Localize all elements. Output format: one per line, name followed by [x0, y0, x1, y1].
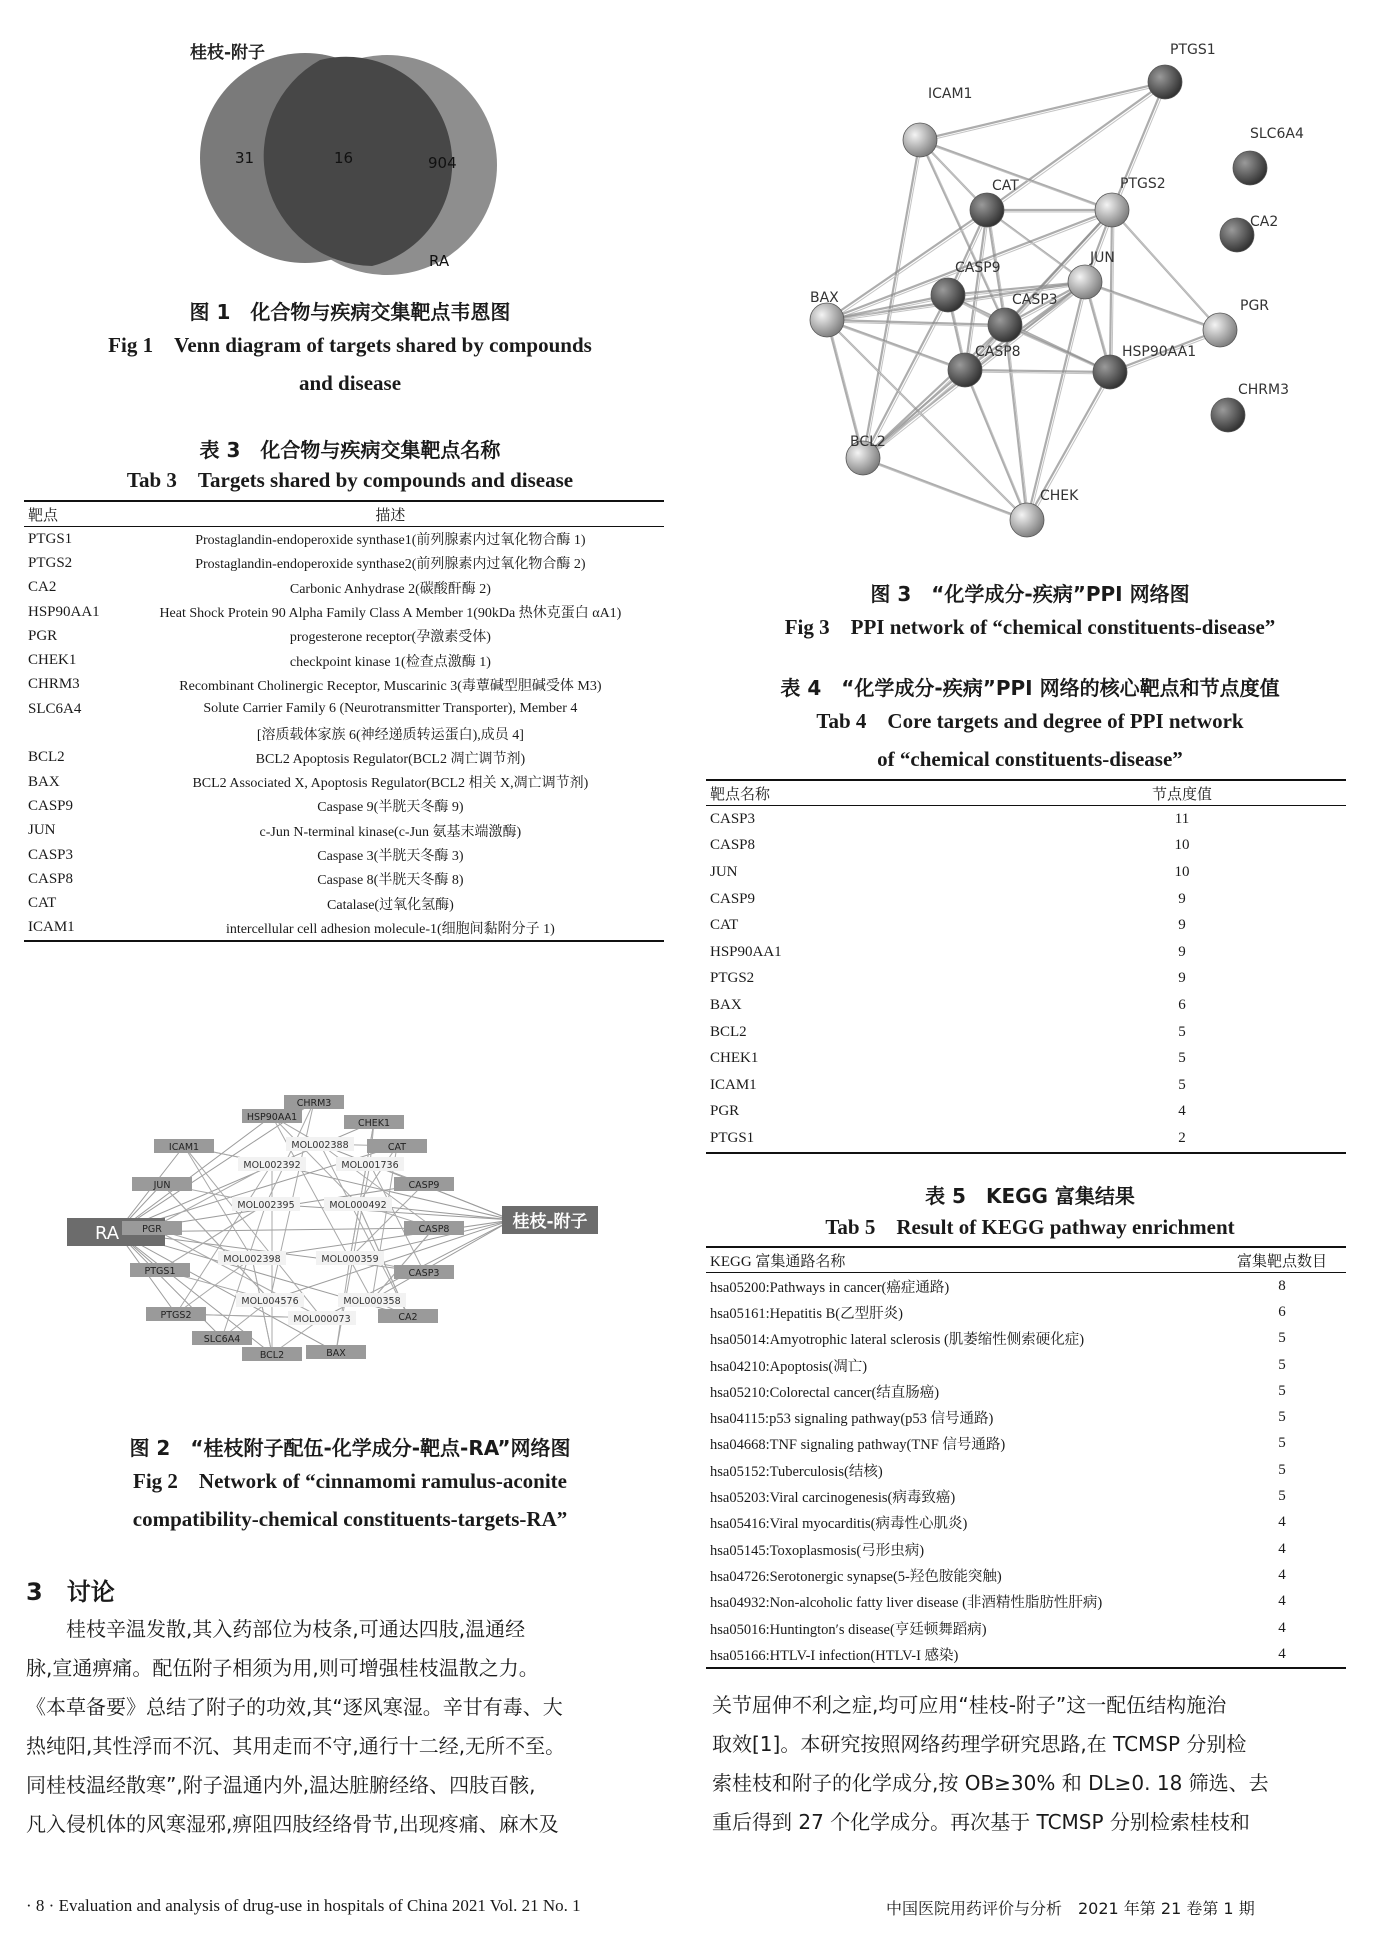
ppi-node-label: PGR [1240, 298, 1270, 314]
compound-node-label: MOL002398 [223, 1254, 281, 1265]
tab4-cell-target: CASP8 [710, 837, 756, 854]
table-row [24, 891, 664, 915]
ppi-node [1095, 193, 1129, 227]
table-row [706, 1125, 1346, 1153]
tab5-title-cn: 表 5 KEGG 富集结果 [925, 1184, 1135, 1208]
ppi-node-label: CASP9 [955, 260, 1001, 276]
ppi-edge [863, 140, 920, 458]
tab5-cell-count: 6 [1278, 1303, 1286, 1320]
tab3-cell-desc: c-Jun N-terminal kinase(c-Jun 氨基末端激酶) [259, 824, 522, 840]
network-edge [222, 1204, 266, 1338]
tab5-header-count: 富集靶点数目 [1236, 1253, 1327, 1270]
paragraph-line: 取效[1]。本研究按照网络药理学研究思路,在 TCMSP 分别检 [712, 1732, 1247, 1756]
paragraph-line: 重后得到 27 个化学成分。再次基于 TCMSP 分别检索桂枝和 [712, 1810, 1250, 1834]
tab5-cell-pathway: hsa05200:Pathways in cancer(癌症通路) [710, 1279, 950, 1296]
network-edge [358, 1146, 397, 1204]
fig3-caption-en: Fig 3 PPI network of “chemical constituents-disease” [784, 615, 1276, 639]
tab5-cell-pathway: hsa05210:Colorectal cancer(结直肠癌) [710, 1384, 940, 1401]
tab5-cell-count: 5 [1278, 1435, 1286, 1452]
ppi-edge [1087, 284, 1222, 332]
table-row [706, 1431, 1346, 1457]
tab3-cell-desc: checkpoint kinase 1(检查点激酶 1) [289, 654, 491, 670]
tab5-cell-pathway: hsa04726:Serotonergic synapse(5-羟色胺能突触) [710, 1568, 1002, 1585]
right-paragraph [712, 1686, 1352, 1842]
tab3-cell-target: BAX [28, 773, 60, 790]
tab3-cell-desc: Caspase 8(半胱天冬酶 8) [317, 873, 464, 889]
tab3-cell-desc: Carbonic Anhydrase 2(碳酸酐酶 2) [289, 581, 491, 597]
tab5-cell-count: 4 [1278, 1619, 1286, 1636]
target-node-label: CASP3 [408, 1268, 440, 1279]
table-row [24, 843, 664, 867]
footer-right: 中国医院用药评价与分析 2021 年第 21 卷第 1 期 [886, 1899, 1255, 1918]
table-row [706, 1589, 1346, 1615]
tab3-cell-target: CASP8 [28, 870, 74, 887]
target-node-label: CASP9 [408, 1180, 440, 1191]
network-edge [152, 1164, 272, 1228]
tab5-cell-count: 4 [1278, 1540, 1286, 1557]
fig2-caption-en-1: Fig 2 Network of “cinnamomi ramulus-aconite [133, 1469, 567, 1493]
footer-left: · 8 · Evaluation and analysis of drug-use in hospitals of China 2021 Vol. 21 No. 1 [26, 1896, 581, 1915]
tab4-cell-target: CAT [710, 917, 739, 934]
ppi-node-label: CHEK [1040, 488, 1079, 504]
tab4-cell-degree: 9 [1178, 943, 1186, 960]
ppi-node [810, 303, 844, 337]
tab4-title-en-1: Tab 4 Core targets and degree of PPI network [816, 709, 1244, 733]
ppi-node-label: ICAM1 [928, 86, 973, 102]
tab5-title-en: Tab 5 Result of KEGG pathway enrichment [825, 1215, 1235, 1239]
tab3-cell-desc: Caspase 3(半胱天冬酶 3) [317, 849, 464, 864]
tab5-cell-pathway: hsa05416:Viral myocarditis(病毒性心肌炎) [710, 1516, 968, 1533]
table-row [24, 867, 664, 891]
tab5-cell-pathway: hsa05166:HTLV-I infection(HTLV-I 感染) [710, 1647, 959, 1664]
paragraph-line: 热纯阳,其性浮而不沉、其用走而不守,通行十二经,无所不至。 [26, 1734, 566, 1758]
tab5-cell-pathway: hsa05016:Huntington′s disease(亨廷顿舞蹈病) [710, 1621, 987, 1638]
table-row [706, 939, 1346, 966]
table-row [24, 697, 664, 721]
table-row [706, 1072, 1346, 1099]
tab5-cell-pathway: hsa05161:Hepatitis B(乙型肝炎) [710, 1305, 903, 1322]
table-row [706, 1273, 1346, 1300]
table-row [706, 1299, 1346, 1325]
table-row [24, 794, 664, 818]
compound-node-label: MOL000492 [329, 1200, 387, 1211]
ppi-node-label: SLC6A4 [1250, 126, 1304, 142]
ppi-node-label: PTGS2 [1120, 176, 1166, 192]
tab4-cell-target: PTGS1 [710, 1129, 755, 1146]
tab3-cell-desc: intercellular cell adhesion molecule-1(细胞间黏附分子 1) [225, 921, 555, 937]
network-diagram [52, 1088, 642, 1418]
ppi-node [1148, 65, 1182, 99]
table-row [706, 1352, 1346, 1378]
tab4-cell-degree: 5 [1178, 1076, 1186, 1093]
target-node-label: SLC6A4 [203, 1334, 241, 1345]
table-row [24, 600, 664, 624]
tab5-cell-pathway: hsa05145:Toxoplasmosis(弓形虫病) [710, 1542, 925, 1559]
ppi-node [970, 193, 1004, 227]
tab4-cell-degree: 11 [1174, 810, 1190, 827]
tab5-header-pathway: KEGG 富集通路名称 [710, 1253, 846, 1270]
table-row [706, 1326, 1346, 1352]
ppi-node-label: HSP90AA1 [1122, 344, 1197, 360]
tab5-cell-count: 4 [1278, 1593, 1286, 1610]
venn-overlap-count: 16 [334, 149, 354, 167]
paragraph-line: 索桂枝和附子的化学成分,按 OB≥30% 和 DL≥0. 18 筛选、去 [712, 1771, 1269, 1795]
tab5-cell-count: 5 [1278, 1382, 1286, 1399]
fig2-caption-en-2: compatibility-chemical constituents-targets-RA” [132, 1507, 568, 1531]
target-node-label: CHRM3 [296, 1098, 332, 1109]
table-row [24, 819, 664, 843]
target-node-label: CASP8 [418, 1224, 450, 1235]
target-node-label: CA2 [398, 1312, 418, 1323]
table-row [706, 1562, 1346, 1588]
venn-set-b-label: RA [429, 252, 450, 270]
tab5-cell-pathway: hsa05152:Tuberculosis(结核) [710, 1463, 883, 1480]
tab4-cell-degree: 2 [1178, 1129, 1186, 1146]
compound-node-label: MOL000073 [293, 1314, 351, 1325]
table-row [706, 859, 1346, 886]
tab5-cell-count: 8 [1278, 1277, 1286, 1294]
table-row [706, 1641, 1346, 1668]
tab5-cell-count: 5 [1278, 1488, 1286, 1505]
ppi-node-label: CA2 [1250, 214, 1279, 230]
tab4-cell-target: CHEK1 [710, 1050, 759, 1067]
tab3-table [24, 500, 664, 942]
tab3-cell-target: HSP90AA1 [28, 603, 100, 620]
table-row [706, 992, 1346, 1019]
ppi-edge [863, 458, 1027, 520]
tab5-cell-pathway: hsa04115:p53 signaling pathway(p53 信号通路) [710, 1411, 994, 1428]
tab3-cell-desc: Catalase(过氧化氢酶) [327, 897, 454, 913]
tab3-title-cn: 表 3 化合物与疾病交集靶点名称 [199, 438, 501, 462]
table-row [706, 912, 1346, 939]
ppi-edge [922, 142, 1114, 212]
ppi-node [988, 308, 1022, 342]
target-node-label: PTGS1 [144, 1266, 176, 1277]
tab4-cell-degree: 6 [1178, 996, 1186, 1013]
tab3-cell-target: PGR [28, 627, 58, 644]
tab5-cell-count: 4 [1278, 1645, 1286, 1662]
tab4-title-cn: 表 4 “化学成分-疾病”PPI 网络的核心靶点和节点度值 [780, 676, 1280, 700]
paragraph-line: 脉,宣通痹痛。配伍附子相须为用,则可增强桂枝温散之力。 [26, 1656, 539, 1680]
venn-only-b: 904 [428, 154, 457, 172]
ppi-node-label: CHRM3 [1238, 382, 1290, 398]
tab3-cell-target: ICAM1 [28, 919, 75, 936]
target-node-label: JUN [153, 1180, 171, 1191]
ppi-edge [1114, 212, 1222, 332]
table-row [706, 833, 1346, 860]
table-row [24, 576, 664, 600]
tab3-header-desc: 描述 [375, 507, 406, 524]
ppi-node [1233, 151, 1267, 185]
tab3-cell-target: SLC6A4 [28, 700, 82, 717]
ppi-node [903, 123, 937, 157]
target-node-label: HSP90AA1 [246, 1112, 298, 1123]
table-row [706, 1615, 1346, 1641]
compound-node-label: MOL000358 [343, 1296, 401, 1307]
tab3-cell-desc: [溶质载体家族 6(神经递质转运蛋白),成员 4] [256, 727, 524, 743]
target-node-label: BCL2 [259, 1350, 285, 1361]
tab4-cell-degree: 10 [1174, 837, 1190, 854]
table-row [706, 966, 1346, 993]
compound-node-label: MOL002388 [291, 1140, 349, 1151]
ppi-edge [829, 322, 967, 372]
ppi-node [931, 278, 965, 312]
tab3-cell-target: CA2 [28, 579, 57, 596]
target-node-label: PGR [142, 1224, 162, 1235]
ppi-edge [827, 320, 965, 370]
tab3-cell-target: PTGS1 [28, 530, 73, 547]
table-row [24, 648, 664, 672]
network-edge [270, 1220, 512, 1300]
tab3-cell-desc: BCL2 Apoptosis Regulator(BCL2 凋亡调节剂) [255, 751, 526, 767]
tab4-cell-target: CASP9 [710, 890, 756, 907]
table-row [706, 1404, 1346, 1430]
table-row [706, 806, 1346, 833]
table-row [706, 1457, 1346, 1483]
tab4-cell-target: CASP3 [710, 810, 756, 827]
fig3-caption-cn: 图 3 “化学成分-疾病”PPI 网络图 [870, 582, 1190, 606]
compound-node-label: MOL002392 [243, 1160, 301, 1171]
tab3-cell-target: JUN [28, 822, 56, 839]
ppi-node [1220, 218, 1254, 252]
tab4-cell-target: BCL2 [710, 1023, 747, 1040]
ppi-edge [865, 460, 1029, 522]
table-row [24, 746, 664, 770]
tab5-table [706, 1246, 1346, 1669]
tab4-cell-target: HSP90AA1 [710, 943, 782, 960]
table-row [706, 1483, 1346, 1509]
target-node-label: CHEK1 [357, 1118, 391, 1129]
table-row [24, 624, 664, 648]
tab3-cell-target: CHRM3 [28, 676, 80, 693]
compound-node-label: MOL002395 [237, 1200, 295, 1211]
table-row [24, 770, 664, 794]
tab3-cell-target [24, 721, 117, 745]
tab4-cell-degree: 9 [1178, 917, 1186, 934]
ppi-node-label: CASP3 [1012, 292, 1058, 308]
tab4-header-degree: 节点度值 [1151, 786, 1212, 803]
tab4-table [706, 779, 1346, 1154]
fig2-caption-cn: 图 2 “桂枝附子配伍-化学成分-靶点-RA”网络图 [129, 1436, 571, 1460]
ppi-network [750, 40, 1330, 570]
table-row [706, 886, 1346, 913]
tab3-cell-desc: BCL2 Associated X, Apoptosis Regulator(BCL2 相关 X,凋亡调节剂) [192, 776, 589, 792]
tab5-cell-pathway: hsa04668:TNF signaling pathway(TNF 信号通路) [710, 1437, 1006, 1454]
tab3-cell-desc: Caspase 9(半胱天冬酶 9) [317, 800, 464, 816]
table-row [24, 721, 664, 745]
fig1-caption-cn: 图 1 化合物与疾病交集靶点韦恩图 [189, 300, 511, 324]
ppi-edge [965, 370, 1110, 372]
tab5-cell-count: 5 [1278, 1409, 1286, 1426]
table-row [24, 527, 664, 552]
tab3-title-en: Tab 3 Targets shared by compounds and disease [126, 468, 574, 492]
ppi-node [1068, 265, 1102, 299]
target-node-label: BAX [326, 1348, 346, 1359]
tab3-cell-target: CHEK1 [28, 652, 77, 669]
venn-diagram [190, 40, 520, 280]
hub-label-disease: RA [94, 1223, 120, 1244]
tab4-cell-degree: 4 [1178, 1103, 1186, 1120]
venn-set-a-label: 桂枝-附子 [190, 43, 266, 63]
tab5-cell-pathway: hsa04932:Non-alcoholic fatty liver disease (非酒精性脂肪性肝病) [710, 1595, 1103, 1612]
fig1-caption-en-2: and disease [298, 371, 402, 395]
ppi-node-label: BAX [810, 290, 839, 306]
target-node-label: CAT [387, 1142, 407, 1153]
tab3-cell-desc: progesterone receptor(孕激素受体) [289, 630, 491, 646]
tab4-cell-target: JUN [710, 863, 738, 880]
tab4-cell-target: BAX [710, 996, 742, 1013]
ppi-node-label: CASP8 [975, 344, 1021, 360]
table-row [706, 1378, 1346, 1404]
compound-node-label: MOL000359 [321, 1254, 379, 1265]
paragraph-line: 同桂枝温经散寒”,附子温通内外,温达脏腑经络、四肢百骸, [26, 1773, 536, 1797]
table-row [706, 1045, 1346, 1072]
paragraph-line: 《本草备要》总结了附子的功效,其“逐风寒湿。辛甘有毒、大 [26, 1695, 563, 1719]
ppi-node [1203, 313, 1237, 347]
table-row [706, 1019, 1346, 1046]
compound-node-label: MOL004576 [241, 1296, 299, 1307]
paragraph-line: 桂枝辛温发散,其入药部位为枝条,可通达四肢,温通经 [26, 1617, 526, 1641]
compound-node-label: MOL001736 [341, 1160, 399, 1171]
tab4-cell-target: PGR [710, 1103, 740, 1120]
tab5-cell-pathway: hsa05014:Amyotrophic lateral sclerosis (肌萎缩性侧索硬化症) [710, 1332, 1085, 1349]
network-edge [184, 1146, 322, 1318]
tab3-cell-target: CASP9 [28, 797, 74, 814]
ppi-node-label: PTGS1 [1170, 42, 1216, 58]
table-row [24, 551, 664, 575]
tab5-cell-count: 5 [1278, 1461, 1286, 1478]
tab3-cell-desc: Prostaglandin-endoperoxide synthase2(前列腺素内过氧化物合酶 2) [195, 557, 586, 573]
ppi-node [1010, 503, 1044, 537]
tab4-title-en-2: of “chemical constituents-disease” [877, 747, 1183, 771]
tab3-cell-target: PTGS2 [28, 554, 73, 571]
table-row [706, 1099, 1346, 1126]
tab3-header-target: 靶点 [28, 507, 59, 524]
ppi-node [1211, 398, 1245, 432]
tab5-cell-count: 5 [1278, 1356, 1286, 1373]
section-title: 3 讨论 [26, 1578, 115, 1606]
table-row [24, 916, 664, 941]
tab5-cell-count: 5 [1278, 1330, 1286, 1347]
tab3-cell-target: CAT [28, 895, 57, 912]
table-row [24, 673, 664, 697]
ppi-node-label: JUN [1090, 250, 1115, 266]
tab4-cell-degree: 9 [1178, 890, 1186, 907]
tab5-cell-count: 4 [1278, 1566, 1286, 1583]
network-edge [117, 1232, 222, 1338]
target-node-label: ICAM1 [168, 1142, 200, 1153]
ppi-node-label: BCL2 [850, 434, 886, 450]
paragraph-line: 凡入侵机体的风寒湿邪,痹阻四肢经络骨节,出现疼痛、麻木及 [26, 1812, 559, 1836]
ppi-node-label: CAT [992, 178, 1019, 194]
venn-only-a: 31 [235, 149, 255, 167]
tab5-cell-pathway: hsa04210:Apoptosis(凋亡) [710, 1358, 868, 1375]
tab3-cell-desc: Solute Carrier Family 6 (Neurotransmitter Transporter), Member 4 [203, 701, 578, 717]
tab4-cell-degree: 5 [1178, 1023, 1186, 1040]
table-row [706, 1536, 1346, 1562]
tab3-cell-target: BCL2 [28, 749, 65, 766]
tab4-cell-target: PTGS2 [710, 970, 755, 987]
tab4-cell-degree: 10 [1174, 863, 1190, 880]
tab3-cell-desc: Prostaglandin-endoperoxide synthase1(前列腺素内过氧化物合酶 1) [195, 533, 586, 549]
target-node-label: PTGS2 [160, 1310, 192, 1321]
tab4-cell-target: ICAM1 [710, 1076, 757, 1093]
ppi-node [1093, 355, 1127, 389]
section-paragraph [26, 1610, 666, 1844]
tab4-cell-degree: 5 [1178, 1050, 1186, 1067]
tab5-cell-count: 4 [1278, 1514, 1286, 1531]
tab5-cell-pathway: hsa05203:Viral carcinogenesis(病毒致癌) [710, 1490, 956, 1507]
tab4-header-target: 靶点名称 [710, 786, 771, 803]
tab4-cell-degree: 9 [1178, 970, 1186, 987]
paragraph-line: 关节屈伸不利之症,均可应用“桂枝-附子”这一配伍结构施治 [712, 1693, 1227, 1717]
tab3-cell-target: CASP3 [28, 846, 74, 863]
table-row [706, 1510, 1346, 1536]
tab3-cell-desc: Heat Shock Protein 90 Alpha Family Class A Member 1(90kDa 热休克蛋白 αA1) [159, 606, 622, 622]
tab3-cell-desc: Recombinant Cholinergic Receptor, Muscarinic 3(毒蕈碱型胆碱受体 M3) [179, 678, 602, 694]
hub-label-compounds: 桂枝-附子 [512, 1212, 588, 1232]
fig1-caption-en-1: Fig 1 Venn diagram of targets shared by compounds [108, 333, 592, 357]
